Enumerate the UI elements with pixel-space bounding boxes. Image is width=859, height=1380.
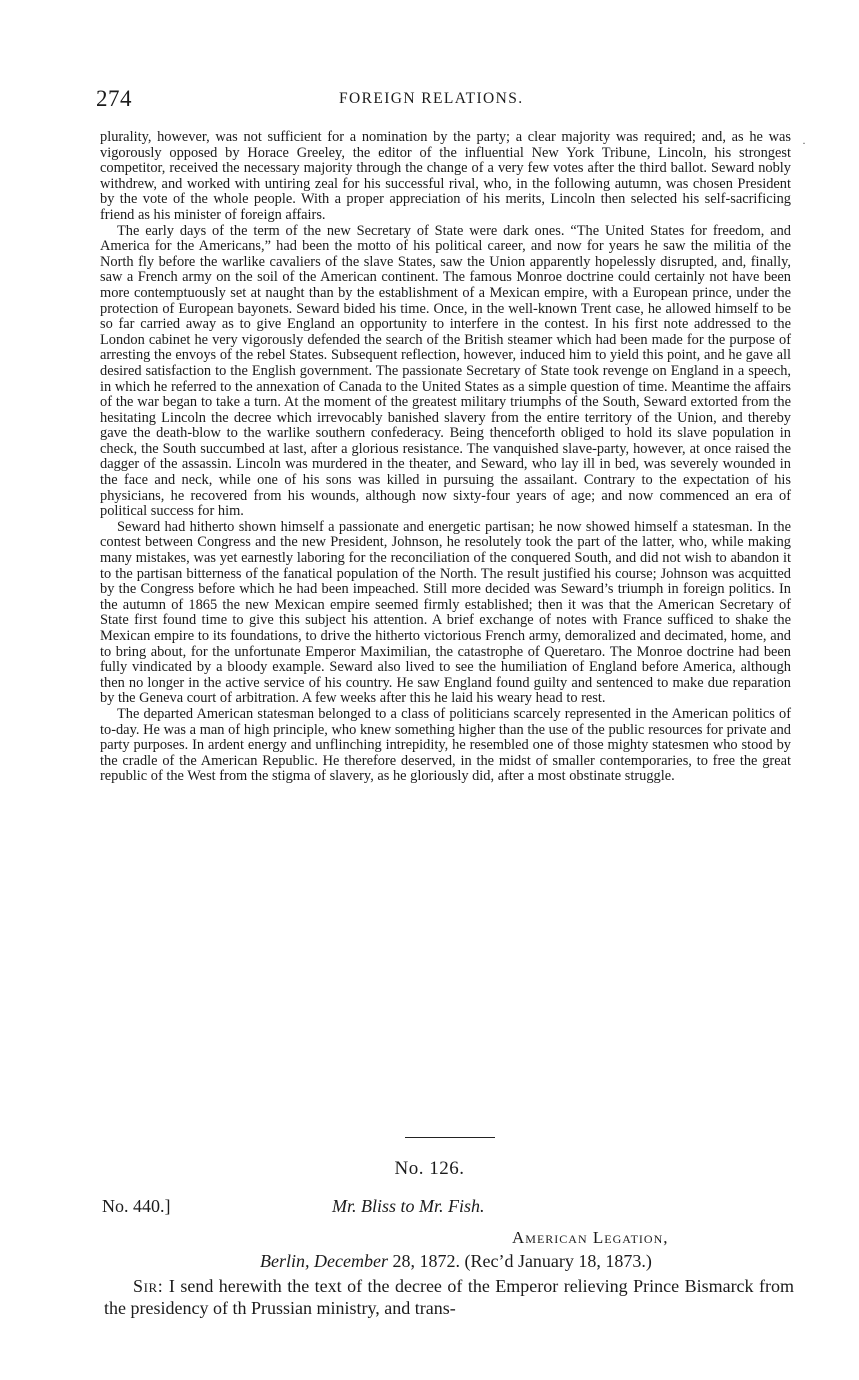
salutation: Sir: xyxy=(133,1276,164,1296)
letter-body xyxy=(104,1275,794,1319)
document-number: No. 126. xyxy=(394,1158,465,1179)
despatch-number: No. 440.] xyxy=(102,1196,171,1216)
correspondents-heading: Mr. Bliss to Mr. Fish. xyxy=(332,1196,485,1216)
paragraph-2: The early days of the term of the new Secretary of State were dark ones. “The United States for freedom, and America for the Americans,” had been the motto of his political career, and now for years he saw the militia of the North fly before the warlike cavaliers of the slave States, saw the Union apparently hopelessly disrupted, and, finally, saw a French army on the soil of the American continent. The famous Monroe doctrine could certainly not have been more contemptuously set at naught than by the establishment of a Mexican empire, with a European prince, under the protection of European bayonets. Seward bided his time. Once, in the well-known Trent case, he allowed himself to be so far carried away as to give England an opportunity to interfere in the contest. In his first note addressed to the London cabinet he very vigorously defended the search of the British steamer which had been made for the purpose of arresting the envoys of the rebel States. Subsequent reflection, however, induced him to yield this point, and he gave all desired satisfaction to the English government. The passionate Secretary of State took revenge on England in a speech, in which he referred to the annexation of Canada to the United States as a simple question of time. Meantime the affairs of the war began to take a turn. At the moment of the greatest military triumphs of the South, Seward extorted from the hesitating Lincoln the decree which irrevocably banished slavery from the entire territory of the Union, and thereby gave the death-blow to the warlike southern confederacy. Being thenceforth obliged to hold its slave population in check, the South succumbed at last, after a glorious resistance. The vanquished slave-party, however, at once raised the dagger of the assassin. Lincoln was murdered in the theater, and Seward, who lay ill in bed, was severely wounded in the face and neck, while one of his sons was killed in pursuing the assailant. Contrary to the expectation of his physicians, he recovered from his wounds, although now sixty-four years of age; and now commenced an era of political success for him. xyxy=(100,222,791,520)
section-divider xyxy=(405,1137,495,1138)
letter-text: I send herewith the text of the decree of the Emperor relieving Prince Bismarck from the presidency of th Prussian ministry, and trans- xyxy=(104,1276,794,1318)
dateline xyxy=(260,1251,652,1272)
paragraph-4: The departed American statesman belonged to a class of politicians scarcely represented in the American politics of to-day. He was a man of high principle, who knew something higher than the use of the public resources for private and party purposes. In ardent energy and unflinching intrepidity, he resembled one of those mighty statesmen who stood by the cradle of the American Republic. He therefore deserved, in the midst of smaller contemporaries, to free the great republic of the West from the stigma of slavery, as he gloriously did, after a most obstinate struggle. xyxy=(100,705,791,785)
legation-heading: American Legation, xyxy=(512,1228,669,1247)
dateline-place: Berlin, xyxy=(260,1251,310,1271)
dateline-date: 28, 1872. xyxy=(387,1251,460,1271)
page-number: 274 xyxy=(96,86,132,111)
body-text xyxy=(100,130,791,785)
page-header xyxy=(96,86,796,116)
margin-mark: · xyxy=(802,136,806,150)
received-date: (Rec’d January 18, 1873.) xyxy=(464,1251,652,1271)
letter-paragraph xyxy=(104,1275,794,1319)
running-head: FOREIGN RELATIONS. xyxy=(339,90,524,107)
paragraph-3: Seward had hitherto shown himself a passionate and energetic partisan; he now showed himself a statesman. In the contest between Congress and the new President, Johnson, he resolutely took the part of the latter, who, while making many mistakes, was yet earnestly laboring for the reconciliation of the conquered South, and did not wish to abandon it to the partisan bitterness of the fanatical population of the North. The result justified his course; Johnson was acquitted by the Congress before which he had been impeached. Still more decided was Seward’s triumph in foreign politics. In the autumn of 1865 the new Mexican empire seemed firmly established; then it was that the American Secretary of State first found time to give this subject his attention. A brief exchange of notes with France sufficed to shake the Mexican empire to its foundations, to drive the hitherto victorious French army, demoralized and decimated, home, and to bring about, for the unfortunate Emperor Maximilian, the catastrophe of Queretaro. The Monroe doctrine had been fully vindicated by a bloody example. Seward also lived to see the humiliation of England before America, although then no longer in the active service of his country. He saw England found guilty and sentenced to make due reparation by the Geneva court of arbitration. A few weeks after this he laid his weary head to rest. xyxy=(100,518,791,707)
paragraph-1: plurality, however, was not sufficient for a nomination by the party; a clear majority was required; and, as he was vigorously opposed by Horace Greeley, the editor of the influential New York Tribune, Lincoln, his strongest competitor, received the necessary majority through the change of a very few votes after the third ballot. Seward nobly withdrew, and worked with untiring zeal for his successful rival, who, in the following autumn, was chosen President by the vote of the whole people. With a proper appreciation of his merits, Lincoln then selected his self-sacrificing friend as his minister of foreign affairs. xyxy=(100,129,791,223)
dateline-month: December xyxy=(314,1251,388,1271)
